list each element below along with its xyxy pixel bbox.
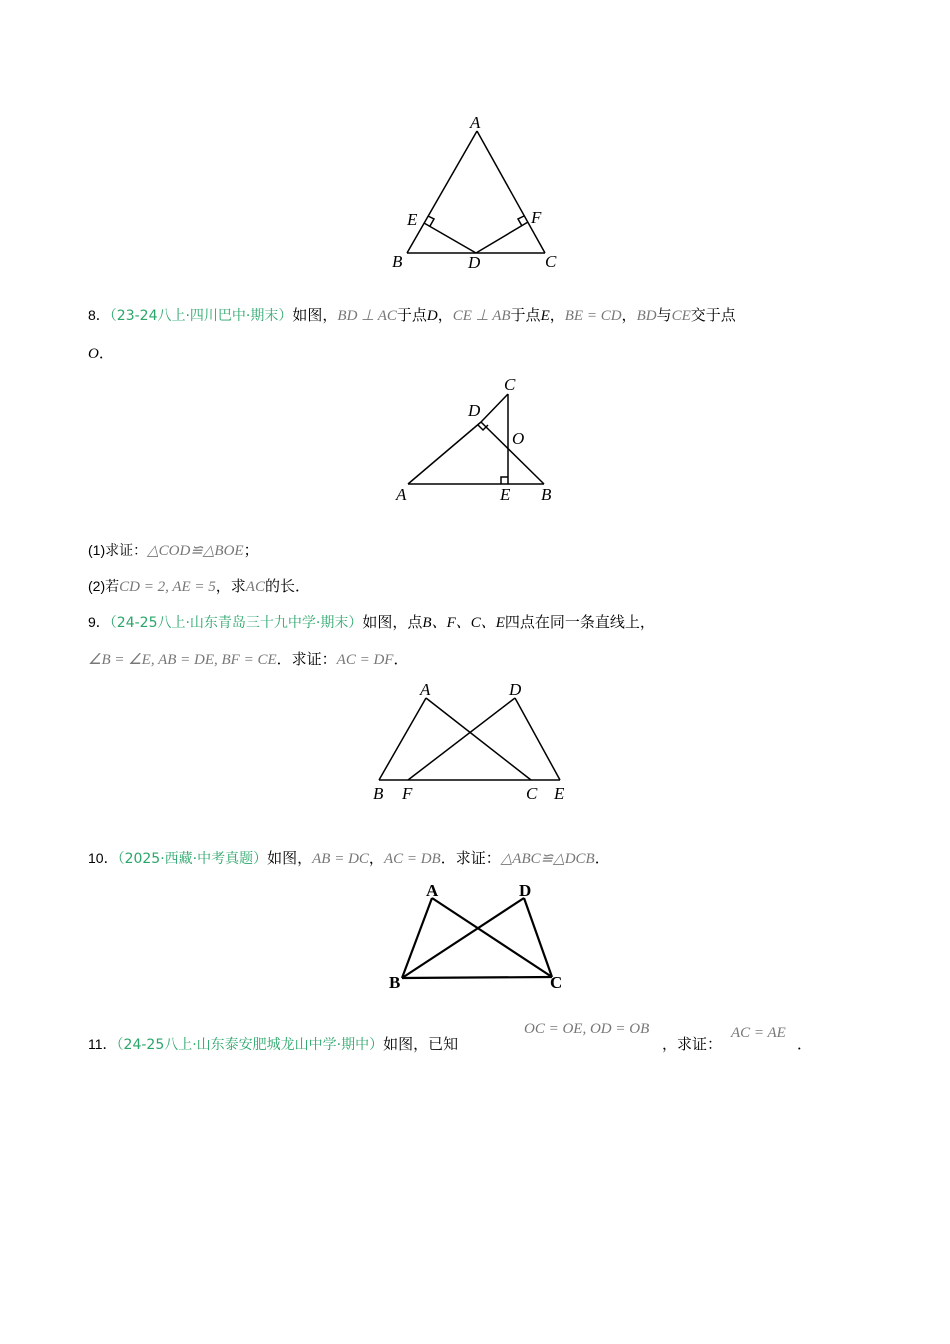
math: AC	[245, 579, 265, 595]
question-number: 11．	[88, 1036, 117, 1052]
label-d: D	[509, 680, 522, 699]
text: ，求证：	[662, 1035, 723, 1053]
label-f: F	[531, 208, 542, 227]
label-b: B	[541, 485, 552, 504]
text: ，	[437, 306, 453, 324]
text: ．	[98, 344, 114, 362]
label-o: O	[512, 429, 525, 448]
figure-q8	[0, 370, 950, 510]
text: 交于点	[690, 306, 736, 324]
math: CE ⊥ AB	[452, 308, 511, 324]
label-e: E	[554, 784, 565, 803]
figure-triangle-abc	[0, 0, 950, 290]
text: ，	[549, 306, 565, 324]
label-b: B	[389, 973, 401, 992]
label-d: D	[519, 881, 532, 900]
math: E	[540, 308, 550, 324]
label-f: F	[402, 784, 413, 803]
question-8-line2	[88, 343, 114, 364]
label-e: E	[500, 485, 511, 504]
text: ．	[393, 650, 409, 668]
text: ．	[594, 849, 610, 867]
question-8-part2	[88, 576, 310, 597]
text: 如图，	[267, 849, 313, 867]
figure-q9	[0, 680, 950, 810]
text: ；	[243, 541, 259, 559]
question-11-end	[797, 1034, 812, 1054]
question-10-line1	[88, 848, 610, 869]
label-c: C	[526, 784, 538, 803]
text: 于点	[510, 306, 541, 324]
question-number: 10．	[88, 850, 118, 866]
math: BE = CD	[564, 308, 622, 324]
question-9-line1	[88, 612, 655, 633]
text: 四点在同一条直线上，	[504, 613, 655, 631]
text: 的长．	[264, 577, 310, 595]
text: (2)若	[88, 578, 120, 594]
text: 与	[656, 306, 672, 324]
math: AC = DB	[383, 851, 441, 867]
math: △ABC≌△DCB	[500, 851, 595, 867]
text: ，求	[215, 577, 246, 595]
math: O	[88, 346, 99, 362]
text: 如图，已知	[383, 1035, 459, 1053]
question-source: （24-25八上·山东泰安肥城龙山中学·期中）	[116, 1037, 384, 1053]
question-number: 8．	[88, 307, 110, 323]
math: CE	[671, 308, 691, 324]
text: 如图，点	[362, 613, 423, 631]
label-a: A	[426, 881, 439, 900]
math: CD = 2, AE = 5	[119, 579, 216, 595]
label-c: C	[545, 252, 557, 271]
question-source: （2025·西藏·中考真题）	[117, 851, 268, 867]
question-source: （23-24八上·四川巴中·期末）	[109, 308, 293, 324]
text: (1)求证：	[88, 542, 148, 558]
text: ．求证：	[440, 849, 501, 867]
math: ∠B = ∠E, AB = DE, BF = CE	[88, 652, 277, 668]
question-8-part1	[88, 540, 259, 561]
math: AB = DC	[312, 851, 369, 867]
label-d: D	[468, 253, 481, 272]
question-11-math2	[731, 1022, 786, 1043]
math: AC = DF	[336, 652, 394, 668]
figure-q10	[0, 880, 950, 1000]
text: ．求证：	[276, 650, 337, 668]
math: BD	[636, 308, 657, 324]
math: △COD≌△BOE	[147, 543, 244, 559]
label-b: B	[392, 252, 403, 271]
text: ．	[797, 1035, 813, 1053]
label-d: D	[468, 401, 481, 420]
question-11-line1-tail	[662, 1034, 722, 1054]
label-a: A	[396, 485, 407, 504]
math: B、F、C、E	[422, 615, 505, 631]
label-c: C	[504, 375, 516, 394]
label-b: B	[373, 784, 384, 803]
text: ，	[621, 306, 637, 324]
math: D	[426, 308, 438, 324]
question-11-math-above	[524, 1018, 649, 1039]
question-8-line1	[88, 305, 736, 326]
text: 于点	[396, 306, 427, 324]
label-a: A	[420, 680, 431, 699]
text: ，	[368, 849, 384, 867]
math: AC = AE	[731, 1025, 786, 1041]
question-number: 9．	[88, 614, 110, 630]
question-9-line2	[88, 649, 408, 670]
question-source: （24-25八上·山东青岛三十九中学·期末）	[109, 615, 363, 631]
label-a: A	[470, 113, 481, 132]
text: 如图，	[292, 306, 338, 324]
math: BD ⊥ AC	[337, 308, 397, 324]
math: OC = OE, OD = OB	[524, 1021, 650, 1037]
question-11-line1	[88, 1034, 458, 1055]
label-e: E	[407, 210, 418, 229]
label-c: C	[550, 973, 563, 992]
